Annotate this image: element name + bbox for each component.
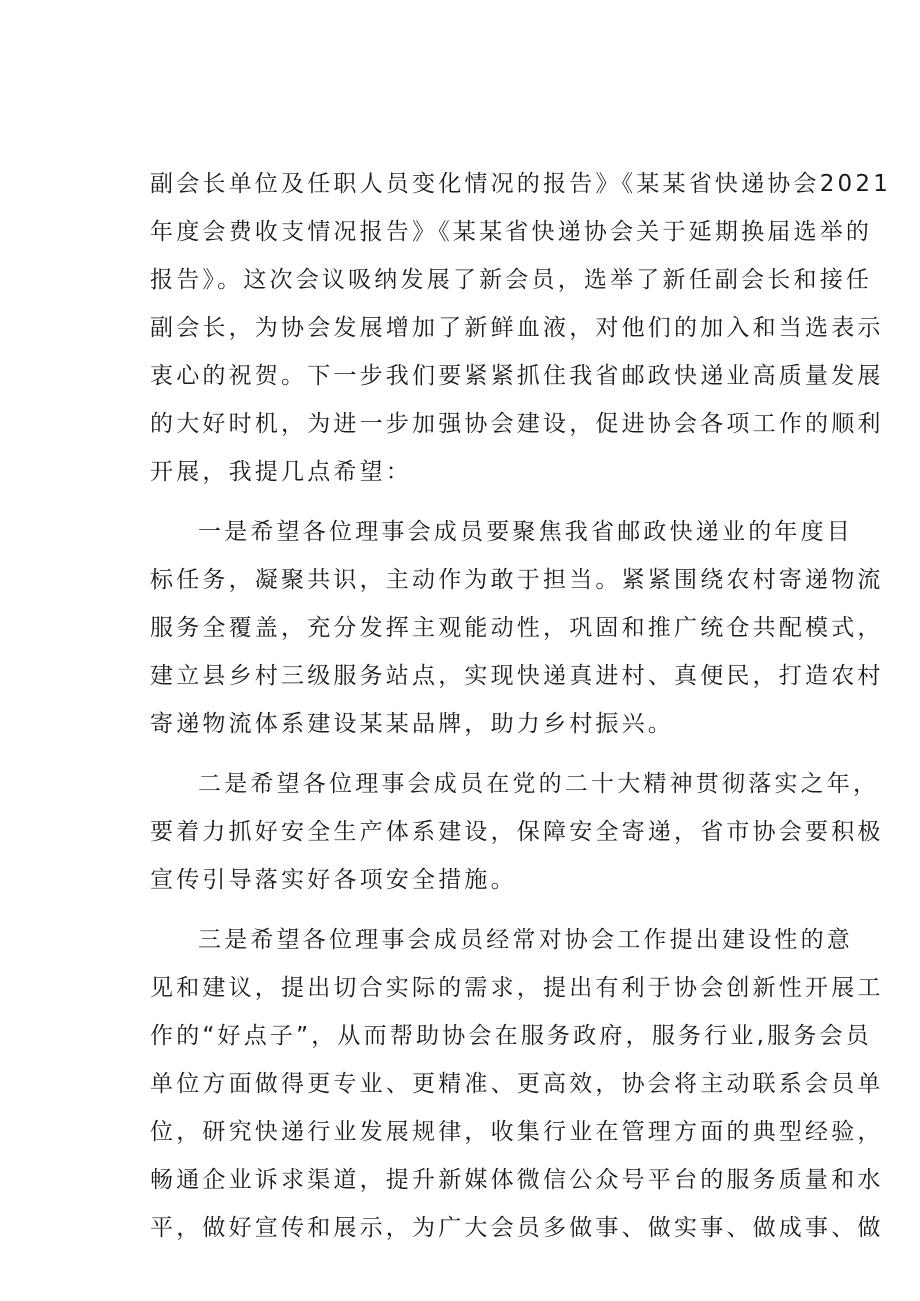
text-line: 位，研究快递行业发展规律，收集行业在管理方面的典型经验， [150, 1119, 884, 1145]
text-line: 单位方面做得更专业、更精准、更高效，协会将主动联系会员单 [150, 1071, 884, 1097]
paragraph-first-line: 二是希望各位理事会成员在党的二十大精神贯彻落实之年， [198, 771, 880, 797]
paragraph-first-line: 一是希望各位理事会成员要聚焦我省邮政快递业的年度目 [198, 519, 853, 545]
text-line: 要着力抓好安全生产体系建设，保障安全寄递，省市协会要积极 [150, 819, 884, 845]
text-line: 副会长单位及任职人员变化情况的报告》《某某省快递协会2021 [150, 171, 892, 197]
text-line: 平，做好宣传和展示，为广大会员多做事、做实事、做成事、做 [150, 1215, 884, 1241]
text-line: 畅通企业诉求渠道，提升新媒体微信公众号平台的服务质量和水 [150, 1167, 884, 1193]
text-line: 服务全覆盖，充分发挥主观能动性，巩固和推广统仓共配模式， [150, 615, 884, 641]
text-line: 标任务，凝聚共识，主动作为敢于担当。紧紧围绕农村寄递物流 [150, 567, 884, 593]
body-text [150, 160, 892, 1252]
text-line: 的大好时机，为进一步加强协会建设，促进协会各项工作的顺利 [150, 411, 884, 437]
text-line: 建立县乡村三级服务站点，实现快递真进村、真便民，打造农村 [150, 663, 884, 689]
text-line: 作的“好点子”，从而帮助协会在服务政府，服务行业,服务会员 [150, 1023, 872, 1049]
paragraph-first-line: 三是希望各位理事会成员经常对协会工作提出建设性的意 [198, 927, 853, 953]
text-line: 年度会费收支情况报告》《某某省快递协会关于延期换届选举的 [150, 219, 873, 245]
text-line: 副会长，为协会发展增加了新鲜血液，对他们的加入和当选表示 [150, 315, 884, 341]
text-line: 开展，我提几点希望： [150, 459, 412, 485]
text-line: 宣传引导落实好各项安全措施。 [150, 867, 517, 893]
text-line: 衷心的祝贺。下一步我们要紧紧抓住我省邮政快递业高质量发展 [150, 363, 884, 389]
text-line: 见和建议，提出切合实际的需求，提出有利于协会创新性开展工 [150, 975, 884, 1001]
text-line: 寄递物流体系建设某某品牌，助力乡村振兴。 [150, 711, 674, 737]
text-line: 报告》。这次会议吸纳发展了新会员，选举了新任副会长和接任 [150, 267, 873, 293]
